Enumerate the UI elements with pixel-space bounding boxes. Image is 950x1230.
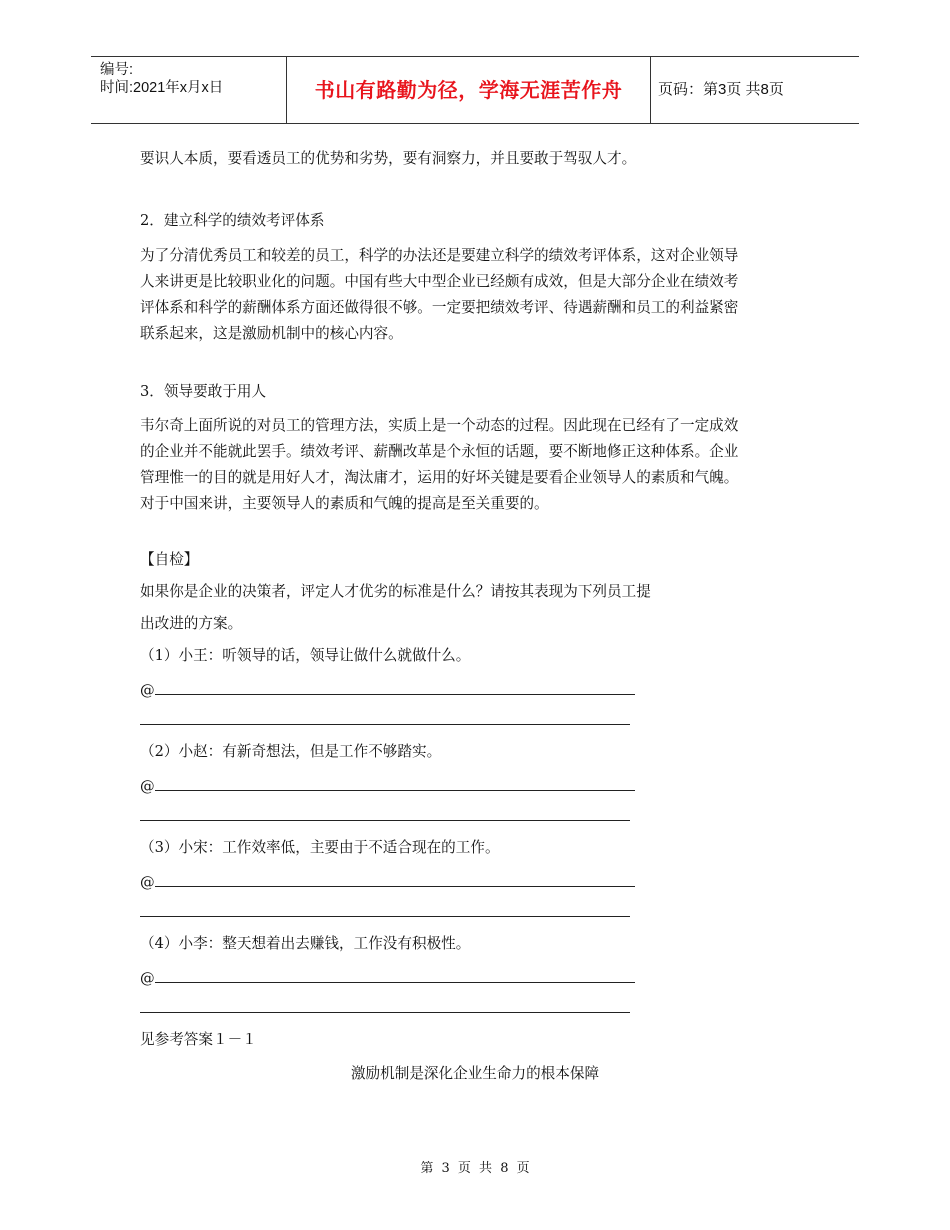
- paragraph-line: 评体系和科学的薪酬体系方面还做得很不够。一定要把绩效考评、待遇薪酬和员工的利益紧密: [140, 299, 739, 316]
- item-4: （4）小李：整天想着出去赚钱，工作没有积极性。: [140, 935, 471, 952]
- paragraph-line: 联系起来，这是激励机制中的核心内容。: [140, 325, 403, 342]
- see-answer-note: 见参考答案１－１: [140, 1031, 257, 1048]
- section-title: 激励机制是深化企业生命力的根本保障: [350, 1065, 600, 1082]
- item-1: （1）小王：听领导的话，领导让做什么就做什么。: [140, 647, 471, 664]
- time-label: 时间:2021年x月x日: [100, 80, 224, 96]
- section-heading-3: 3．领导要敢于用人: [140, 383, 267, 400]
- header-meta: [91, 57, 286, 123]
- paragraph-line: 对于中国来讲，主要领导人的素质和气魄的提高是至关重要的。: [140, 495, 549, 512]
- item-2: （2）小赵：有新奇想法，但是工作不够踏实。: [140, 743, 442, 760]
- paragraph-line: 为了分清优秀员工和较差的员工，科学的办法还是要建立科学的绩效考评体系，这对企业领导: [140, 247, 739, 264]
- paragraph-line: 人来讲更是比较职业化的问题。中国有些大中型企业已经颇有成效，但是大部分企业在绩效考: [140, 273, 739, 290]
- question-line: 出改进的方案。: [140, 615, 243, 632]
- question-line: 如果你是企业的决策者，评定人才优劣的标准是什么？请按其表现为下列员工提: [140, 583, 651, 600]
- self-check-heading: 【自检】: [140, 551, 199, 568]
- paragraph-line: 要识人本质，要看透员工的优势和劣势，要有洞察力，并且要敢于驾驭人才。: [140, 150, 637, 167]
- answer-line-1a[interactable]: [140, 680, 635, 700]
- answer-line-2b[interactable]: [140, 819, 630, 821]
- answer-line-3b[interactable]: [140, 915, 630, 917]
- paragraph-line: 的企业并不能就此罢手。绩效考评、薪酬改革是个永恒的话题，要不断地修正这种体系。企业: [140, 443, 739, 460]
- page-info: 页码：第3页 共8页: [658, 81, 784, 98]
- page-header: [91, 56, 859, 124]
- answer-line-3a[interactable]: [140, 872, 635, 892]
- paragraph-line: 管理惟一的目的就是用好人才，淘汰庸才，运用的好坏关键是要看企业领导人的素质和气魄。: [140, 469, 739, 486]
- at-symbol: @: [140, 874, 155, 891]
- answer-line-4b[interactable]: [140, 1011, 630, 1013]
- section-heading-2: 2．建立科学的绩效考评体系: [140, 212, 325, 229]
- item-3: （3）小宋：工作效率低，主要由于不适合现在的工作。: [140, 839, 500, 856]
- answer-line-1b[interactable]: [140, 723, 630, 725]
- at-symbol: @: [140, 778, 155, 795]
- at-symbol: @: [140, 682, 155, 699]
- number-label: 编号:: [100, 62, 134, 78]
- paragraph-line: 韦尔奇上面所说的对员工的管理方法，实质上是一个动态的过程。因此现在已经有了一定成效: [140, 417, 739, 434]
- answer-line-2a[interactable]: [140, 776, 635, 796]
- header-motto-cell: [286, 57, 651, 123]
- answer-line-4a[interactable]: [140, 968, 635, 988]
- header-page-cell: [649, 57, 859, 123]
- motto: 书山有路勤为径，学海无涯苦作舟: [314, 78, 623, 102]
- page-footer: 第 3 页 共 8 页: [420, 1161, 530, 1176]
- at-symbol: @: [140, 970, 155, 987]
